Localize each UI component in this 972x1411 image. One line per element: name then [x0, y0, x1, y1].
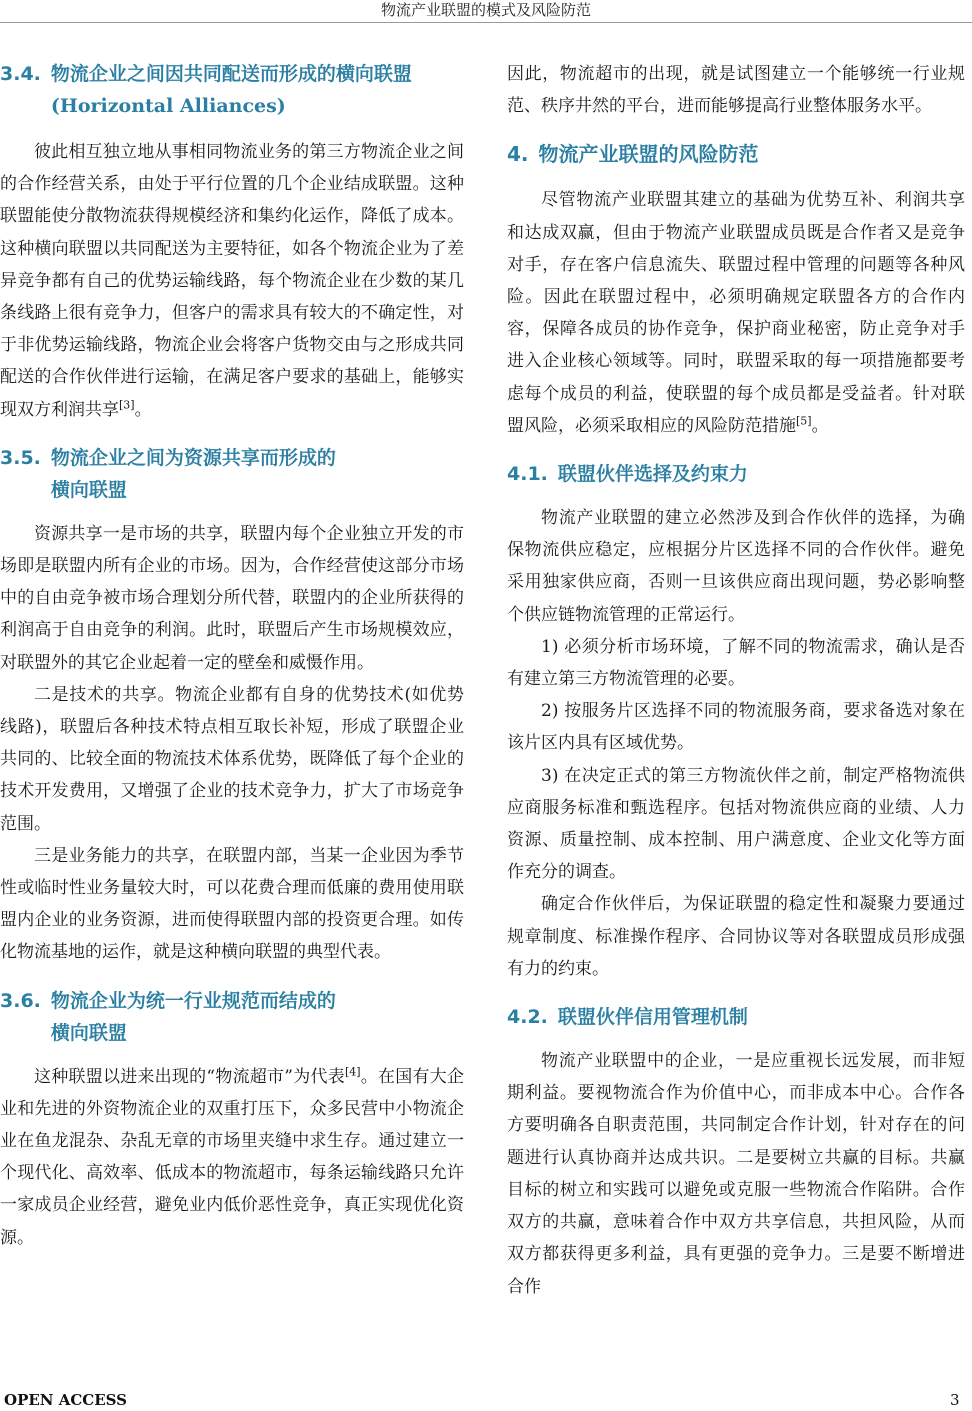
section-title: 联盟伙伴信用管理机制	[557, 1006, 748, 1029]
paragraph: 物流产业联盟中的企业，一是应重视长远发展，而非短期利益。要视物流合作为价值中心，而非成本中心。合作各方要明确各自职责范围，共同制定合作计划，针对存在的问题进行认真协商并达成共识。二是要树立共赢的目标。共赢目标的树立和实践可以避免或克服一些物流合作陷阱。合作双方的共赢，意味着合作中双方共享信息，共担风险，从而双方都获得更多利益，具有更强的竞争力。三是要不断增进合作	[507, 1051, 965, 1297]
section-heading-4-2	[507, 1001, 965, 1033]
section-number: 3.5.	[0, 446, 41, 469]
running-head: 物流产业联盟的模式及风险防范	[0, 0, 972, 23]
paragraph: 三是业务能力的共享，在联盟内部，当某一企业因为季节性或临时性业务量较大时，可以花费合理而低廉的费用使用联盟内企业的业务资源，进而使得联盟内部的投资更合理。如传化物流基地的运作，就是这种横向联盟的典型代表。	[0, 845, 464, 963]
section-title: 联盟伙伴选择及约束力	[557, 463, 748, 486]
section-number: 3.6.	[0, 989, 41, 1012]
section-number: 4.1.	[507, 463, 548, 486]
citation: [3]	[119, 397, 135, 411]
paragraph: 因此，物流超市的出现，就是试图建立一个能够统一行业规范、秩序井然的平台，进而能够提高行业整体服务水平。	[507, 64, 965, 117]
list-item: 3) 在决定正式的第三方物流伙伴之前，制定严格物流供应商服务标准和甄选程序。包括对物流供应商的业绩、人力资源、质量控制、成本控制、用户满意度、企业文化等方面作充分的调查。	[507, 765, 965, 883]
paragraph: 确定合作伙伴后，为保证联盟的稳定性和凝聚力要通过规章制度、标准操作程序、合同协议等对各联盟成员形成强有力的约束。	[507, 894, 965, 979]
section-heading-3-6	[0, 985, 464, 1049]
section-number: 4.2.	[507, 1006, 548, 1029]
list-item: 1) 必须分析市场环境，了解不同的物流需求，确认是否有建立第三方物流管理的必要。	[507, 636, 965, 690]
page-number: 3	[950, 1391, 960, 1409]
list-item: 2) 按服务片区选择不同的物流服务商，要求备选对象在该片区内具有区域优势。	[507, 701, 965, 754]
right-column	[507, 58, 965, 1303]
paragraph: 物流产业联盟的建立必然涉及到合作伙伴的选择，为确保物流供应稳定，应根据分片区选择不同的合作伙伴。避免采用独家供应商，否则一旦该供应商出现问题，势必影响整个供应链物流管理的正常运行。	[507, 508, 965, 625]
paragraph: 这种联盟以进来出现的“物流超市”为代表[4]。在国有大企业和先进的外资物流企业的双重打压下，众多民营中小物流企业在鱼龙混杂、杂乱无章的市场里夹缝中求生存。通过建立一个现代化、高效率、低成本的物流超市，每条运输线路只允许一家成员企业经营，避免业内低价恶性竞争，真正实现优化资源。	[0, 1065, 464, 1248]
paragraph: 二是技术的共享。物流企业都有自身的优势技术(如优势线路)，联盟后各种技术特点相互取长补短，形成了联盟企业共同的、比较全面的物流技术体系优势，既降低了每个企业的技术开发费用，又增强了企业的技术竞争力，扩大了市场竞争范围。	[0, 684, 464, 834]
section-heading-3-5	[0, 442, 464, 506]
paragraph: 彼此相互独立地从事相同物流业务的第三方物流企业之间的合作经营关系，由处于平行位置的几个企业结成联盟。这种联盟能使分散物流获得规模经济和集约化运作，降低了成本。这种横向联盟以共同配送为主要特征，如各个物流企业为了差异竞争都有自己的优势运输线路，每个物流企业在少数的某几条线路上很有竞争力，但客户的需求具有较大的不确定性，对于非优势运输线路，物流企业会将客户货物交由与之形成共同配送的合作伙伴进行运输，在满足客户要求的基础上，能够实现双方利润共享[3]。	[0, 142, 464, 420]
citation: [5]	[796, 414, 812, 428]
section-heading-4	[507, 138, 965, 170]
section-title: 物流产业联盟的风险防范	[538, 142, 759, 167]
section-heading-4-1	[507, 458, 965, 490]
section-heading-3-4	[0, 58, 464, 122]
open-access-label: OPEN ACCESS	[4, 1391, 127, 1409]
section-title: 物流企业之间为资源共享而形成的 横向联盟	[50, 446, 336, 501]
section-number: 3.4.	[0, 63, 41, 85]
section-title: 物流企业之间因共同配送而形成的横向联盟(Horizontal Alliances)	[50, 63, 412, 117]
citation: [4]	[344, 1065, 361, 1079]
paragraph: 尽管物流产业联盟其建立的基础为优势互补、利润共享和达成双赢，但由于物流产业联盟成员既是合作者又是竞争对手，存在客户信息流失、联盟过程中管理的问题等各种风险。因此在联盟过程中，必须明确规定联盟各方的合作内容，保障各成员的协作竞争，保护商业秘密，防止竞争对手进入企业核心领域等。同时，联盟采取的每一项措施都要考虑每个成员的利益，使联盟的每个成员都是受益者。针对联盟风险，必须采取相应的风险防范措施[5]。	[507, 190, 965, 436]
left-column	[0, 58, 464, 1254]
section-title: 物流企业为统一行业规范而结成的 横向联盟	[50, 989, 336, 1044]
section-number: 4.	[507, 142, 529, 167]
paragraph: 资源共享一是市场的共享，联盟内每个企业独立开发的市场即是联盟内所有企业的市场。因为，合作经营使这部分市场中的自由竞争被市场合理划分所代替，联盟内的企业所获得的利润高于自由竞争的利润。此时，联盟后产生市场规模效应，对联盟外的其它企业起着一定的壁垒和威慑作用。	[0, 523, 464, 673]
